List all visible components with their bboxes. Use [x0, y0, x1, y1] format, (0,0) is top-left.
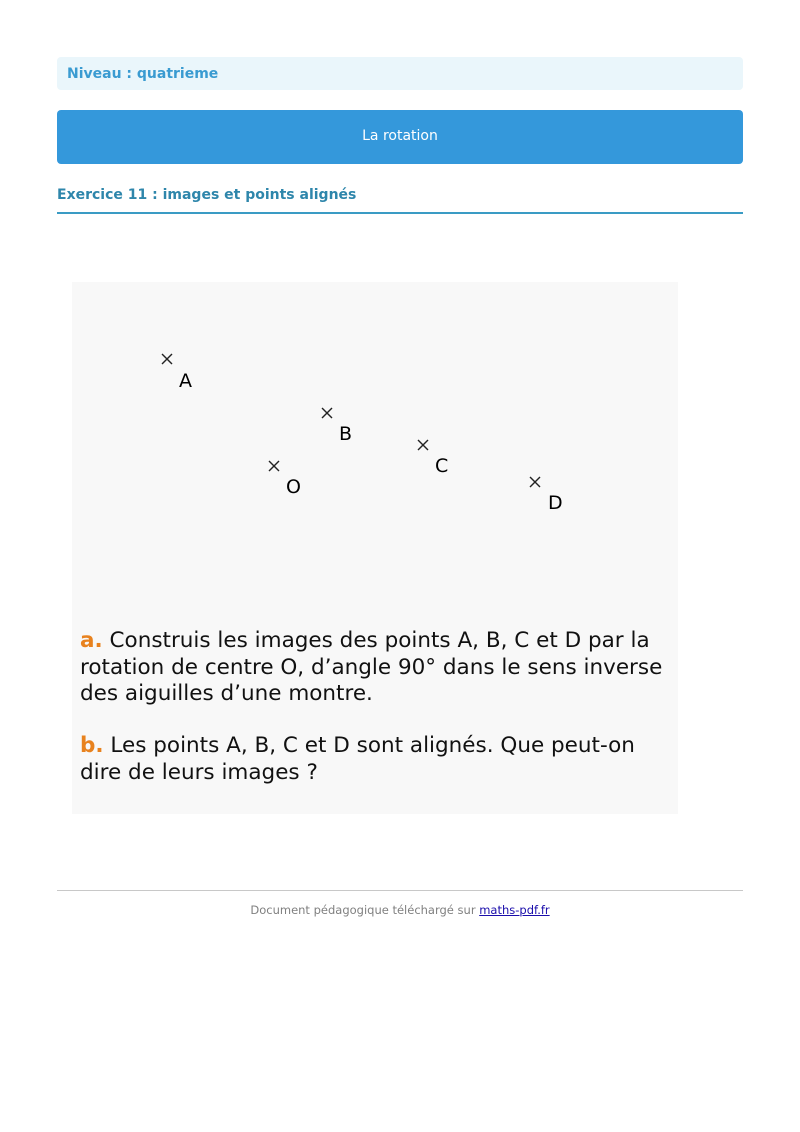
exercise-divider — [57, 212, 743, 214]
point-o-label: O — [286, 476, 301, 498]
exercise-title: Exercice 11 : images et points alignés — [57, 187, 357, 203]
point-d-cross — [530, 477, 540, 487]
point-b-cross — [322, 408, 332, 418]
lesson-title: La rotation — [362, 128, 438, 144]
question-a-letter: a. — [80, 628, 103, 653]
point-o-cross — [269, 461, 279, 471]
question-b — [80, 733, 672, 786]
question-a-text: Construis les images des points A, B, C et D par la rotation de centre O, d’angle 90° dans le sens inverse des aiguilles d’une montre. — [80, 628, 663, 706]
footer-divider — [57, 890, 743, 891]
question-b-text: Les points A, B, C et D sont alignés. Que peut-on dire de leurs images ? — [80, 733, 635, 785]
footer — [0, 903, 800, 917]
question-a — [80, 628, 672, 708]
footer-link[interactable]: maths-pdf.fr — [479, 903, 550, 917]
question-b-letter: b. — [80, 733, 104, 758]
level-label: Niveau : quatrieme — [67, 66, 219, 82]
lesson-title-banner — [57, 110, 743, 164]
point-c-cross — [418, 440, 428, 450]
exercise-figure — [72, 282, 678, 814]
level-banner — [57, 57, 743, 90]
point-a-cross — [162, 354, 172, 364]
point-b-label: B — [339, 423, 353, 445]
point-c-label: C — [435, 455, 449, 477]
footer-text: Document pédagogique téléchargé sur — [250, 903, 476, 917]
points-diagram — [72, 282, 678, 612]
point-a-label: A — [179, 370, 192, 392]
point-d-label: D — [548, 492, 563, 514]
